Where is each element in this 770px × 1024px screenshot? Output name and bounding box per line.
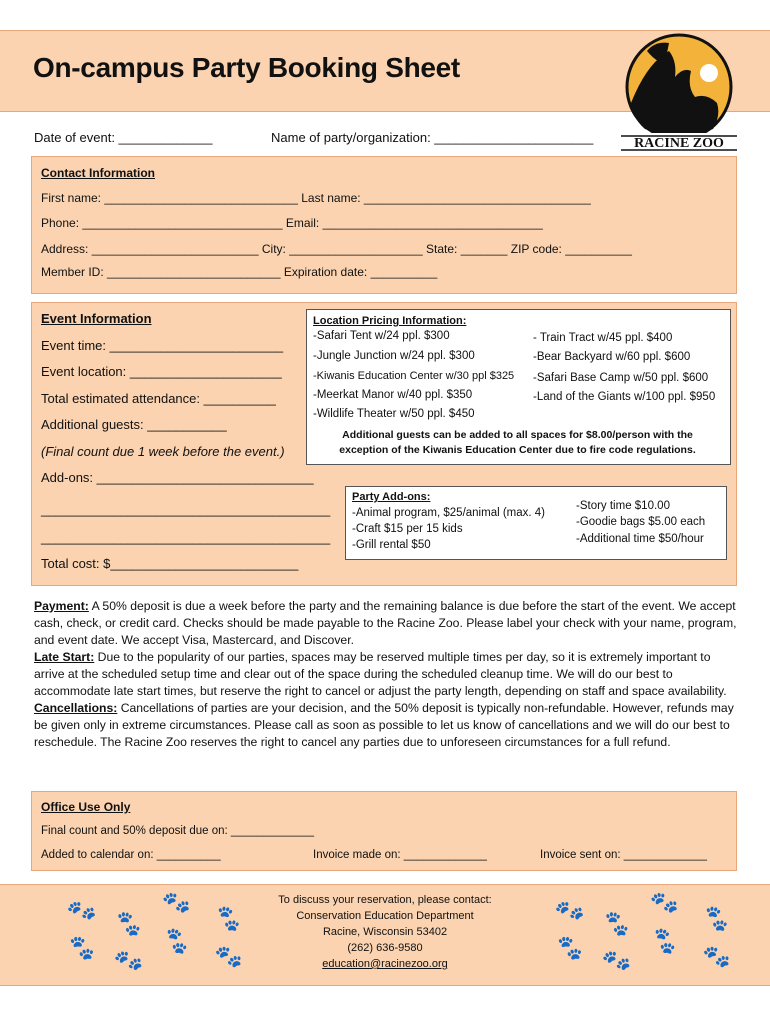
final-count-note: (Final count due 1 week before the event.) (41, 444, 285, 459)
addons-right-1: -Goodie bags $5.00 each (576, 516, 706, 528)
paw-print-icon: 🐾 (699, 902, 735, 935)
contact-heading: Contact Information (41, 166, 155, 180)
paw-print-icon: 🐾 (66, 932, 98, 963)
racine-zoo-logo (617, 33, 741, 153)
address-field[interactable]: Address: _________________________ City: ____________________ State: _______ ZIP code: __________ (41, 242, 632, 256)
event-location-field[interactable]: Event location: _____________________ (41, 364, 282, 379)
payment-label: Payment: (34, 599, 89, 613)
date-of-event-field[interactable]: Date of event: _____________ (34, 130, 213, 145)
additional-guests-field[interactable]: Additional guests: ___________ (41, 417, 227, 432)
pricing-heading: Location Pricing Information: (313, 315, 467, 327)
footer-line-1: To discuss your reservation, please contact: (278, 894, 492, 906)
event-heading: Event Information (41, 311, 152, 326)
total-cost-field[interactable]: Total cost: $__________________________ (41, 556, 299, 571)
paw-print-icon: 🐾 (600, 944, 634, 977)
addons-left-1: -Craft $15 per 15 kids (352, 523, 463, 535)
paw-print-icon: 🐾 (112, 907, 146, 940)
pricing-right-2: -Safari Base Camp w/50 ppl. $600 (533, 372, 709, 384)
pricing-left-2: -Kiwanis Education Center w/30 ppl $325 (313, 370, 515, 382)
paw-print-icon: 🐾 (701, 942, 732, 971)
paw-print-icon: 🐾 (211, 902, 247, 935)
paw-print-icon: 🐾 (159, 923, 195, 958)
member-id-field[interactable]: Member ID: __________________________ Expiration date: __________ (41, 265, 438, 279)
event-time-field[interactable]: Event time: ________________________ (41, 338, 284, 353)
late-start-label: Late Start: (34, 650, 95, 664)
pricing-left-4: -Wildlife Theater w/50 ppl. $450 (313, 408, 475, 420)
invoice-made-field[interactable]: Invoice made on: _____________ (313, 849, 487, 861)
payment-text: A 50% deposit is due a week before the party and the remaining balance is due before the start of the event. We accept cash, check, or credit card. Checks should be made payable to the Racine Zoo. Please label your check with your name, program, and event date. We accept Visa, Mastercard, and Discover. (34, 599, 737, 647)
invoice-sent-field[interactable]: Invoice sent on: _____________ (540, 849, 707, 861)
footer-phone: (262) 636-9580 (347, 942, 423, 954)
paw-print-icon: 🐾 (554, 932, 586, 963)
paw-print-icon: 🐾 (552, 894, 587, 927)
pricing-right-3: -Land of the Giants w/100 ppl. $950 (533, 391, 716, 403)
cancellations-paragraph (34, 700, 744, 751)
addons-right-0: -Story time $10.00 (576, 500, 670, 512)
footer-line-3: Racine, Wisconsin 53402 (322, 926, 448, 938)
pricing-left-0: -Safari Tent w/24 ppl. $300 (313, 330, 450, 342)
addons-field[interactable]: Add-ons: ______________________________ (41, 470, 314, 485)
pricing-left-3: -Meerkat Manor w/40 ppl. $350 (313, 389, 473, 401)
paw-print-icon: 🐾 (112, 944, 146, 977)
addons-line-1[interactable]: ________________________________________ (41, 502, 331, 517)
attendance-field[interactable]: Total estimated attendance: __________ (41, 391, 276, 406)
pricing-left-1: -Jungle Junction w/24 ppl. $300 (313, 350, 475, 362)
paw-print-icon: 🐾 (647, 923, 683, 958)
addons-left-0: -Animal program, $25/animal (max. 4) (352, 507, 546, 519)
first-last-name-field[interactable]: First name: _____________________________ Last name: __________________________________ (41, 191, 591, 205)
addons-line-2[interactable]: ________________________________________ (41, 530, 331, 545)
cancellations-text: Cancellations of parties are your decision, and the 50% deposit is typically non-refundable. However, refunds may be given only in extreme circumstances. Please call as soon as possible to let us know of cancellations and we will do our best to reschedule. The Racine Zoo reserves the right to cancel any parties due to unforeseen circumstances for a full refund. (34, 701, 734, 749)
pricing-right-1: -Bear Backyard w/60 ppl. $600 (533, 351, 691, 363)
pricing-right-0: - Train Tract w/45 ppl. $400 (533, 332, 673, 344)
footer-email-link[interactable]: education@racinezoo.org (322, 958, 448, 970)
final-count-due-field[interactable]: Final count and 50% deposit due on: _____________ (41, 825, 315, 837)
policies-text (34, 598, 744, 751)
footer-contact (250, 892, 520, 972)
paw-print-icon: 🐾 (648, 887, 681, 918)
pricing-note-line-1: Additional guests can be added to all spaces for $8.00/person with the (342, 429, 693, 441)
added-to-calendar-field[interactable]: Added to calendar on: __________ (41, 849, 221, 861)
party-name-field[interactable]: Name of party/organization: ______________________ (271, 130, 594, 145)
late-start-text: Due to the popularity of our parties, spaces may be reserved multiple times per day, so it is extremely important to arrive at the scheduled setup time and clear out of the space during the scheduled cleanup time. We will do our best to accommodate late start times, but reserve the right to cancel or adjust the party length, depending on staff and space availability. (34, 650, 727, 698)
office-heading: Office Use Only (41, 800, 131, 814)
pricing-note-line-2: exception of the Kiwanis Education Center due to fire code regulations. (339, 444, 696, 456)
phone-email-field[interactable]: Phone: ______________________________ Email: _________________________________ (41, 216, 543, 230)
footer-line-2: Conservation Education Department (296, 910, 474, 922)
paw-print-icon: 🐾 (213, 942, 244, 971)
page-title: On-campus Party Booking Sheet (33, 52, 460, 83)
addons-left-2: -Grill rental $50 (352, 539, 431, 551)
logo-text: RACINE ZOO (634, 136, 724, 151)
late-start-paragraph (34, 649, 744, 700)
cancellations-label: Cancellations: (34, 701, 118, 715)
addons-right-2: -Additional time $50/hour (576, 533, 704, 545)
payment-paragraph (34, 598, 744, 649)
addons-box-heading: Party Add-ons: (352, 491, 431, 503)
paw-print-icon: 🐾 (64, 894, 99, 927)
paw-print-icon: 🐾 (600, 907, 634, 940)
paw-print-icon: 🐾 (160, 887, 193, 918)
